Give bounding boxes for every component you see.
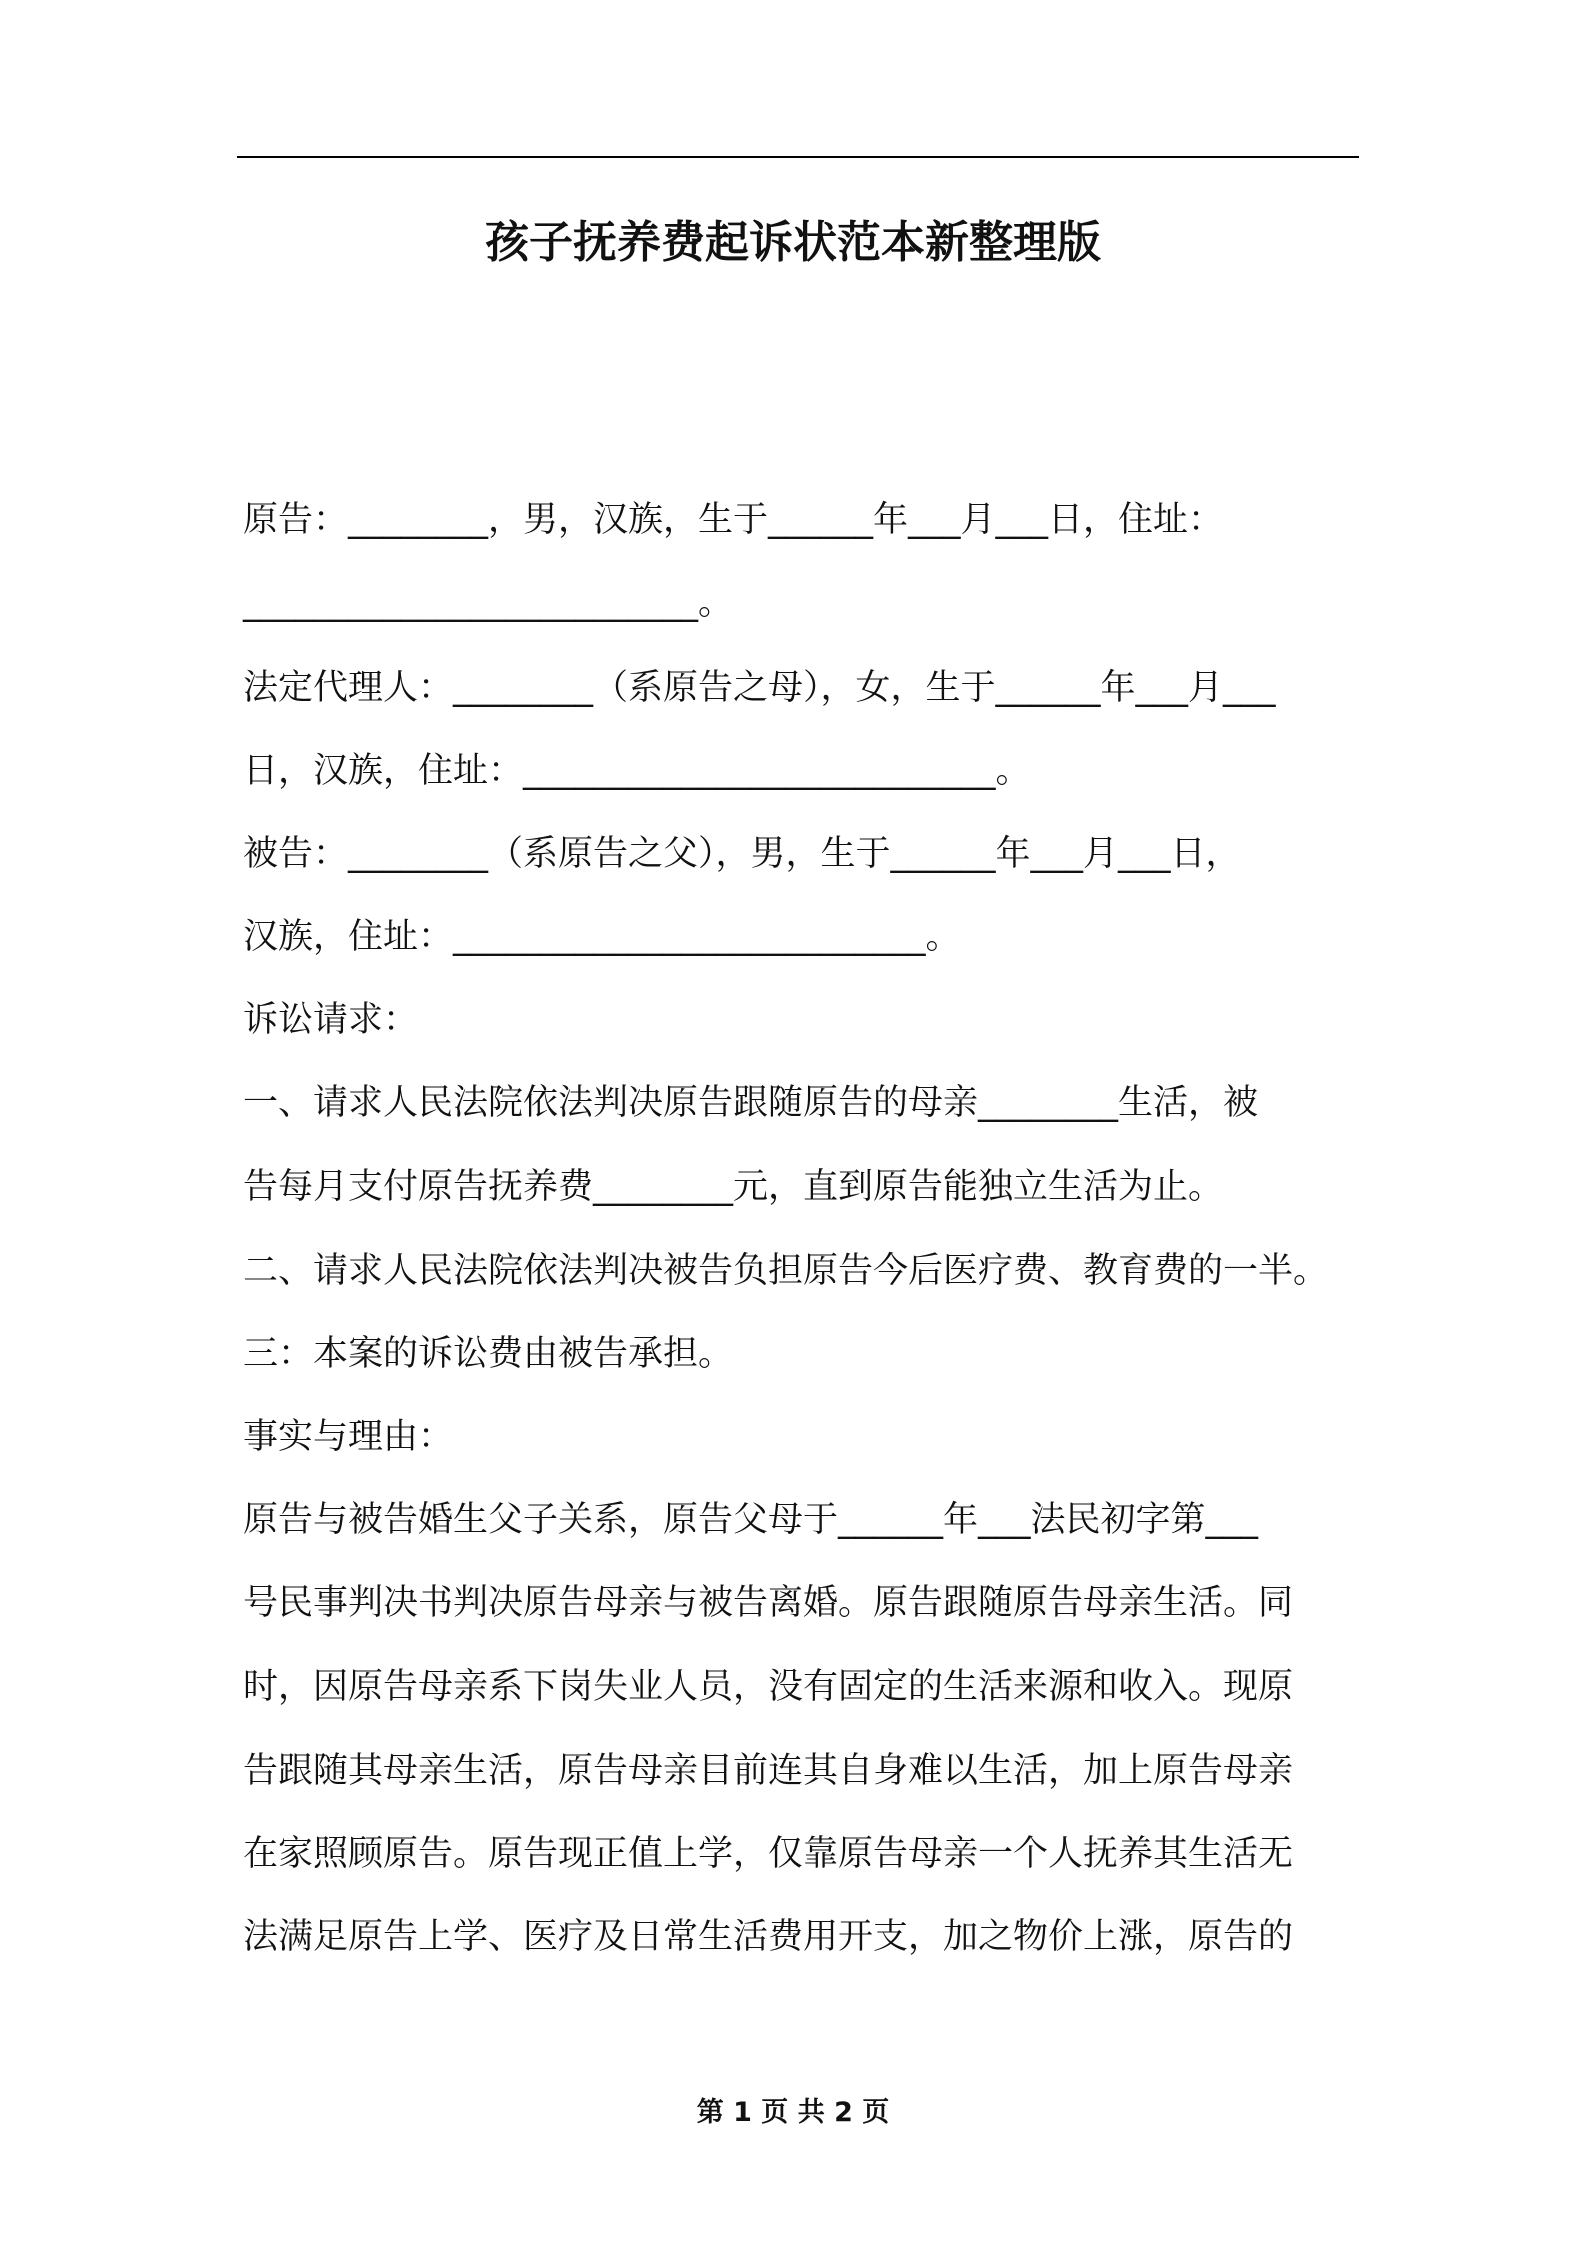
header-rule (237, 156, 1359, 158)
body-line-defendant-address: 汉族，住址：___________________________。 (243, 917, 961, 957)
claim-2: 二、请求人民法院依法判决被告负担原告今后医疗费、教育费的一半。 (243, 1251, 1329, 1291)
facts-line-1: 原告与被告婚生父子关系，原告父母于______年___法民初字第___ (243, 1500, 1259, 1540)
section-heading-facts: 事实与理由： (243, 1417, 454, 1457)
body-line-plaintiff-address: __________________________。 (243, 583, 734, 623)
claim-1-line-2: 告每月支付原告抚养费________元，直到原告能独立生活为止。 (243, 1167, 1224, 1207)
facts-line-3: 时，因原告母亲系下岗失业人员，没有固定的生活来源和收入。现原 (243, 1667, 1294, 1707)
body-line-legal-agent: 法定代理人：________（系原告之母），女，生于______年___月___ (243, 668, 1276, 708)
body-line-defendant: 被告：________（系原告之父），男，生于______年___月___日， (243, 834, 1241, 874)
body-line-plaintiff: 原告：________，男，汉族，生于______年___月___日，住址： (243, 500, 1224, 540)
claim-3: 三：本案的诉讼费由被告承担。 (243, 1334, 734, 1374)
facts-line-2: 号民事判决书判决原告母亲与被告离婚。原告跟随原告母亲生活。同 (243, 1583, 1294, 1623)
facts-line-5: 在家照顾原告。原告现正值上学，仅靠原告母亲一个人抚养其生活无 (243, 1834, 1294, 1874)
section-heading-claims: 诉讼请求： (243, 1000, 419, 1040)
page-number: 第 1 页 共 2 页 (696, 2097, 890, 2128)
facts-line-6: 法满足原告上学、医疗及日常生活费用开支，加之物价上涨，原告的 (243, 1917, 1294, 1957)
body-line-legal-agent-address: 日，汉族，住址：___________________________。 (243, 751, 1031, 791)
claim-1-line-1: 一、请求人民法院依法判决原告跟随原告的母亲________生活，被 (243, 1083, 1259, 1123)
document-title: 孩子抚养费起诉状范本新整理版 (485, 217, 1101, 268)
facts-line-4: 告跟随其母亲生活，原告母亲目前连其自身难以生活，加上原告母亲 (243, 1751, 1294, 1791)
